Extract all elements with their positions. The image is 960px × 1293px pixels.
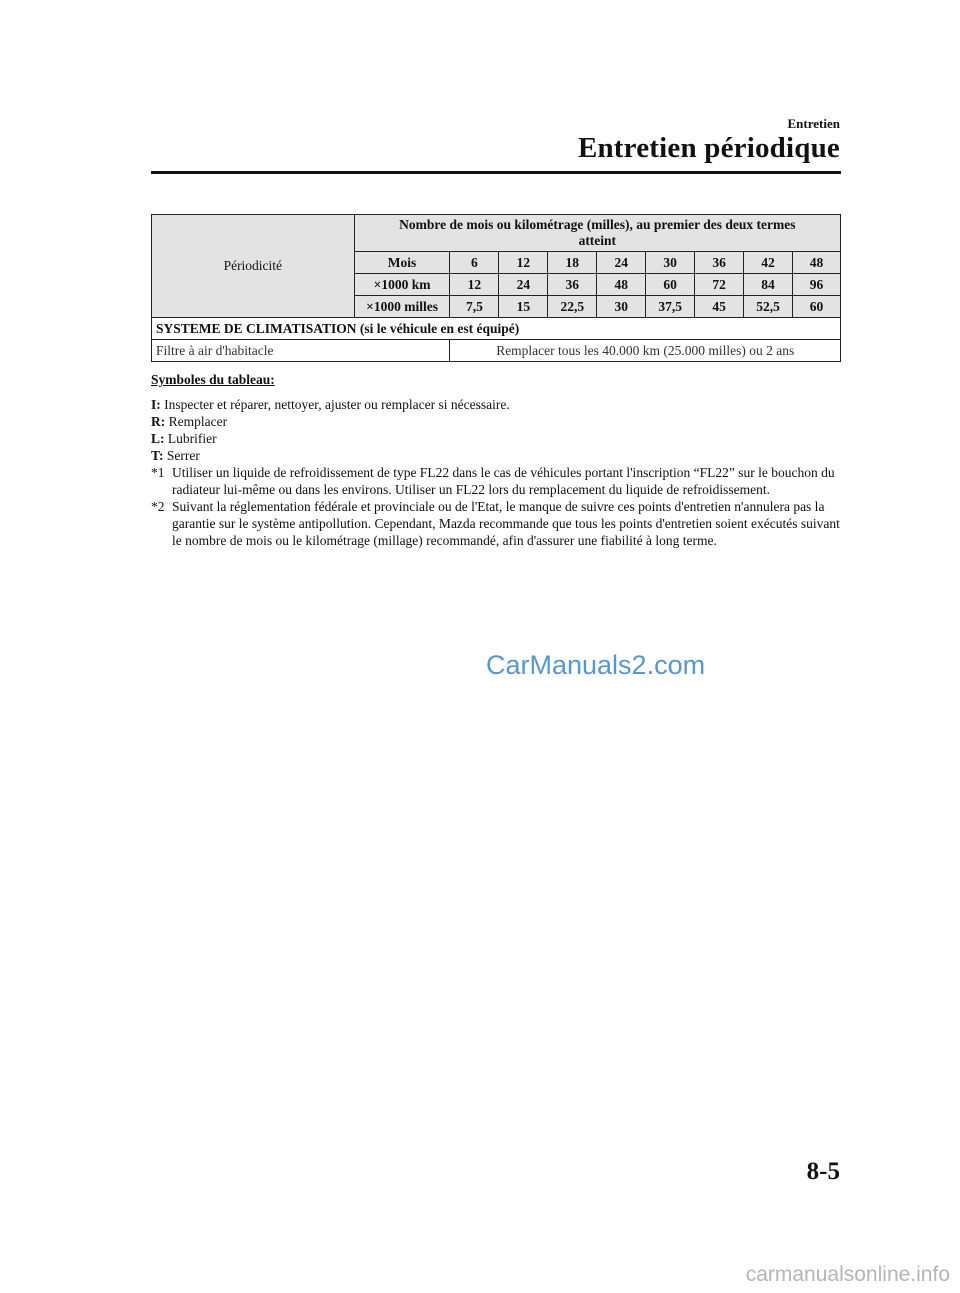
footnote: [151, 464, 846, 498]
span-heading-cell: Nombre de mois ou kilométrage (milles), au premier des deux termes atteint: [354, 215, 840, 252]
table-cell: 24: [499, 274, 548, 296]
table-cell: 45: [695, 296, 744, 318]
symbol-line: [151, 447, 846, 464]
row-label: ×1000 km: [354, 274, 450, 296]
header-rule: [151, 171, 841, 174]
notes-block: [151, 371, 846, 549]
table-cell: 72: [695, 274, 744, 296]
symbol-text: Inspecter et réparer, nettoyer, ajuster ou remplacer si nécessaire.: [164, 397, 510, 412]
footer-watermark: carmanualsonline.info: [745, 1263, 950, 1286]
table-cell: 7,5: [450, 296, 499, 318]
table-cell: 30: [597, 296, 646, 318]
symbol-text: Lubrifier: [167, 431, 217, 446]
table-header-row: [152, 215, 841, 252]
table-cell: 60: [793, 296, 841, 318]
table-row: [152, 340, 841, 362]
table-cell: 42: [744, 252, 793, 274]
table-cell: 96: [793, 274, 841, 296]
symbol-key: I:: [151, 397, 161, 412]
footnote-key: *1: [151, 465, 165, 480]
symbol-key: T:: [151, 448, 164, 463]
symbol-line: [151, 413, 846, 430]
table-cell: 22,5: [548, 296, 597, 318]
table-cell: 52,5: [744, 296, 793, 318]
symbol-key: L:: [151, 431, 165, 446]
periodicite-cell: Périodicité: [152, 215, 355, 318]
symbol-key: R:: [151, 414, 166, 429]
footnote-text: Utiliser un liquide de refroidissement de type FL22 dans le cas de véhicules portant l'inscription “FL22” sur le bouchon du radiateur lui-même ou dans les environs. Utiliser un FL22 lors du remplacement du liquide de refroidissement.: [172, 465, 835, 497]
symbols-heading: Symboles du tableau:: [151, 372, 275, 387]
system-heading-cell: SYSTEME DE CLIMATISATION (si le véhicule en est équipé): [152, 318, 841, 340]
system-heading-row: [152, 318, 841, 340]
table-cell: 24: [597, 252, 646, 274]
symbol-text: Serrer: [166, 448, 200, 463]
item-label-cell: Filtre à air d'habitacle: [152, 340, 450, 362]
footnote-text: Suivant la réglementation fédérale et provinciale ou de l'Etat, le manque de suivre ces points d'entretien n'annulera pas la garantie sur le système antipollution. Cependant, Mazda recommande que tous les points d'entretien soient exécutés suivant le nombre de mois ou le kilométrage (millage) recommandé, afin d'assurer une fiabilité à long terme.: [172, 499, 840, 548]
item-value-cell: Remplacer tous les 40.000 km (25.000 milles) ou 2 ans: [450, 340, 841, 362]
row-label: ×1000 milles: [354, 296, 450, 318]
table-cell: 36: [695, 252, 744, 274]
table-cell: 18: [548, 252, 597, 274]
watermark: CarManuals2.com: [486, 650, 706, 680]
table-cell: 36: [548, 274, 597, 296]
footnote: [151, 498, 846, 549]
symbol-line: [151, 396, 846, 413]
table-cell: 60: [646, 274, 695, 296]
table-cell: 48: [793, 252, 841, 274]
symbol-text: Remplacer: [168, 414, 228, 429]
table-cell: 12: [450, 274, 499, 296]
table-cell: 15: [499, 296, 548, 318]
table-cell: 48: [597, 274, 646, 296]
running-header-section: Entretien: [787, 116, 840, 131]
row-label: Mois: [354, 252, 450, 274]
page-title: Entretien périodique: [577, 132, 840, 164]
footnote-key: *2: [151, 499, 165, 514]
page-number: 8-5: [806, 1158, 840, 1185]
table-cell: 30: [646, 252, 695, 274]
table-cell: 12: [499, 252, 548, 274]
symbol-line: [151, 430, 846, 447]
table-cell: 37,5: [646, 296, 695, 318]
maintenance-table: [151, 214, 841, 362]
table-cell: 84: [744, 274, 793, 296]
table-cell: 6: [450, 252, 499, 274]
